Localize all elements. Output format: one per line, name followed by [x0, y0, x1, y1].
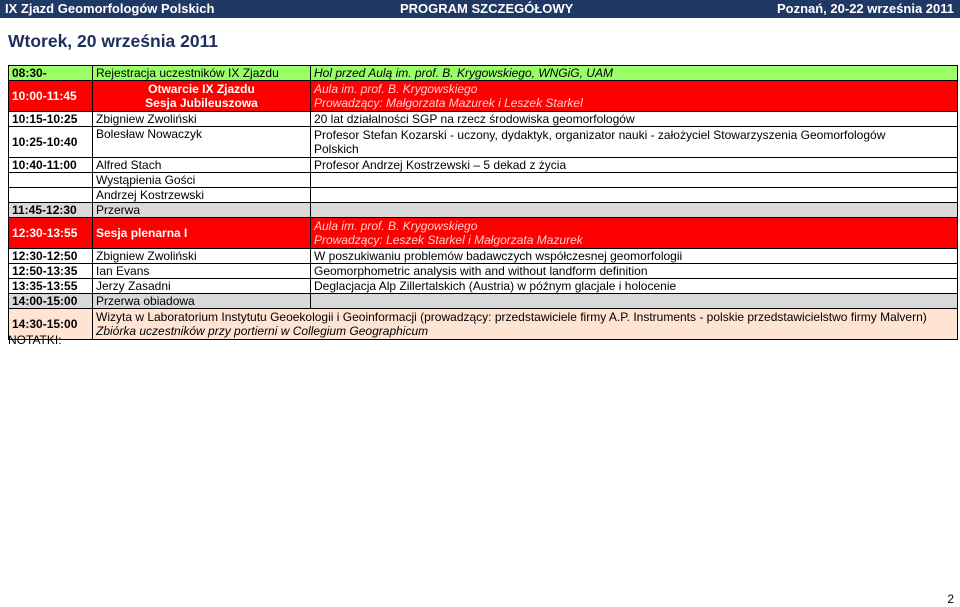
table-row — [9, 294, 958, 309]
topic-cell — [311, 81, 958, 112]
table-row — [9, 158, 958, 173]
topic-cell: Deglacjacja Alp Zillertalskich (Austria) w późnym glacjale i holocenie — [311, 279, 958, 294]
time-cell: 12:50-13:35 — [9, 264, 93, 279]
time-cell: 10:00-11:45 — [9, 81, 93, 112]
table-row — [9, 127, 958, 158]
time-cell: 14:00-15:00 — [9, 294, 93, 309]
chairs: Prowadzący: Małgorzata Mazurek i Leszek Starkel — [314, 96, 583, 110]
topic-cell — [311, 173, 958, 188]
time-cell: 10:40-11:00 — [9, 158, 93, 173]
speaker-cell: Sesja plenarna I — [93, 218, 311, 249]
session-opening: Otwarcie IX Zjazdu — [148, 82, 255, 96]
topic-cell — [311, 203, 958, 218]
table-row — [9, 264, 958, 279]
table-row — [9, 81, 958, 112]
day-title: Wtorek, 20 września 2011 — [8, 31, 219, 51]
topic-cell — [311, 127, 958, 158]
venue: Aula im. prof. B. Krygowskiego — [314, 219, 478, 233]
page-number: 2 — [947, 592, 954, 606]
time-cell — [9, 173, 93, 188]
topic-cell: 20 lat działalności SGP na rzecz środowiska geomorfologów — [311, 112, 958, 127]
speaker-cell: Zbigniew Zwoliński — [93, 112, 311, 127]
table-row — [9, 66, 958, 81]
speaker-cell: Bolesław Nowaczyk — [93, 127, 311, 158]
speaker-cell: Alfred Stach — [93, 158, 311, 173]
topic-line-1: Profesor Stefan Kozarski - uczony, dydaktyk, organizator nauki - założyciel Stowarzyszenia Geomorfologów — [314, 128, 886, 142]
table-row — [9, 249, 958, 264]
activity-cell — [93, 309, 958, 340]
notes-label: NOTATKI: — [8, 333, 62, 347]
lab-visit: Wizyta w Laboratorium Instytutu Geoekologii i Geoinformacji (prowadzący: przedstawiciele firmy A.P. Instruments - polskie przedstawicielstwo firmy Malvern) — [96, 310, 927, 324]
time-cell: 10:15-10:25 — [9, 112, 93, 127]
time-cell: 12:30-13:55 — [9, 218, 93, 249]
chairs: Prowadzący: Leszek Starkel i Małgorzata Mazurek — [314, 233, 583, 247]
topic-cell — [311, 218, 958, 249]
speaker-cell: Zbigniew Zwoliński — [93, 249, 311, 264]
time-cell: 14:30-15:00 — [9, 309, 93, 340]
topic-cell: Profesor Andrzej Kostrzewski – 5 dekad z życia — [311, 158, 958, 173]
topic-cell: Hol przed Aulą im. prof. B. Krygowskiego, WNGiG, UAM — [311, 66, 958, 81]
program-title: PROGRAM SZCZEGÓŁOWY — [400, 1, 574, 16]
speaker-cell: Przerwa — [93, 203, 311, 218]
table-row — [9, 112, 958, 127]
session-name: Sesja Jubileuszowa — [145, 96, 258, 110]
schedule-table — [8, 65, 958, 340]
table-row — [9, 309, 958, 340]
time-cell: 13:35-13:55 — [9, 279, 93, 294]
speaker-cell: Wystąpienia Gości — [93, 173, 311, 188]
topic-cell — [311, 294, 958, 309]
topic-cell — [311, 188, 958, 203]
time-cell: 10:25-10:40 — [9, 127, 93, 158]
speaker-cell: Przerwa obiadowa — [93, 294, 311, 309]
time-cell: 08:30- — [9, 66, 93, 81]
speaker-cell: Ian Evans — [93, 264, 311, 279]
topic-cell: Geomorphometric analysis with and without landform definition — [311, 264, 958, 279]
time-cell — [9, 188, 93, 203]
meeting-point: Zbiórka uczestników przy portierni w Collegium Geographicum — [96, 324, 429, 338]
speaker-cell — [93, 81, 311, 112]
speaker-cell: Rejestracja uczestników IX Zjazdu — [93, 66, 311, 81]
topic-cell: W poszukiwaniu problemów badawczych współczesnej geomorfologii — [311, 249, 958, 264]
speaker-cell: Jerzy Zasadni — [93, 279, 311, 294]
time-cell: 11:45-12:30 — [9, 203, 93, 218]
table-row — [9, 203, 958, 218]
table-row — [9, 188, 958, 203]
table-row — [9, 218, 958, 249]
time-cell: 12:30-12:50 — [9, 249, 93, 264]
conference-title: IX Zjazd Geomorfologów Polskich — [5, 1, 215, 16]
table-row — [9, 173, 958, 188]
topic-line-2: Polskich — [314, 142, 359, 156]
speaker-cell: Andrzej Kostrzewski — [93, 188, 311, 203]
venue: Aula im. prof. B. Krygowskiego — [314, 82, 478, 96]
header-bar — [0, 0, 960, 18]
table-row — [9, 279, 958, 294]
location-date: Poznań, 20-22 września 2011 — [776, 1, 954, 16]
